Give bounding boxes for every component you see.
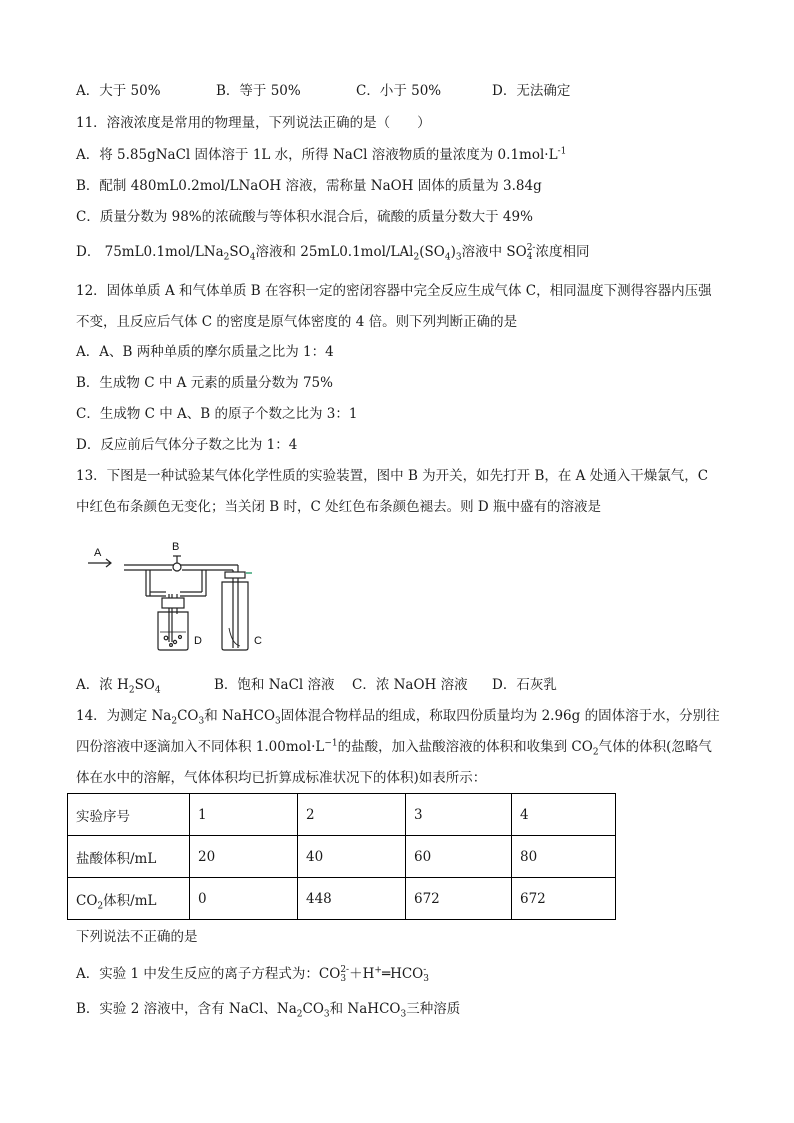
q12-option-c: C．生成物 C 中 A、B 的原子个数之比为 3：1 xyxy=(76,406,358,422)
q12-stem-line1: 12．固体单质 A 和气体单质 B 在容积一定的密闭容器中完全反应生成气体 C，相同温度下测得容器内压强 xyxy=(76,283,712,299)
valve-b-icon xyxy=(173,563,181,571)
q13-stem-line2: 中红色布条颜色无变化；当关闭 B 时，C 处红色布条颜色褪去。则 D 瓶中盛有的溶液是 xyxy=(76,499,602,515)
table-cell: 实验序号 xyxy=(68,794,190,836)
q13-option-b: B．饱和 NaCl 溶液 xyxy=(214,677,335,693)
table-cell: 672 xyxy=(406,878,512,920)
q11-option-d: D． $75mL0.1mol/LNa_2SO_4$溶液和 $25mL0.1mol/LAl_2(SO_4)_3$溶液中 SO 2- 4 浓度相同 xyxy=(76,242,590,263)
q12-option-a: A．A、B 两种单质的摩尔质量之比为 1：4 xyxy=(76,344,334,360)
q11-option-b: B．配制 480mL0.2mol/LNaOH 溶液，需称量 NaOH 固体的质量为 3.84g xyxy=(76,178,542,194)
q10-option-b: B．等于 50% xyxy=(216,83,301,99)
apparatus-diagram xyxy=(80,538,280,660)
q14-stem-line2: 四份溶液中逐滴加入不同体积 $1.00mol\cdot L^{-1}$的盐酸，加入盐酸溶液的体积和收集到 $CO_2$气体的体积(忽略气 xyxy=(76,738,712,758)
q11-option-a: A．将 5.85gNaCl 固体溶于 1L 水，所得 NaCl 溶液物质的量浓度为 $0.1mol\cdot L^{-1}$ xyxy=(76,146,567,163)
table-cell: 1 xyxy=(190,794,298,836)
q10-option-d: D．无法确定 xyxy=(492,83,571,99)
table-cell: 448 xyxy=(298,878,406,920)
q13-option-a: A．浓 $H_2SO_4$ xyxy=(76,677,161,696)
q13-option-c: C．浓 NaOH 溶液 xyxy=(352,677,468,693)
label-b: B xyxy=(172,541,180,553)
bottle-c xyxy=(222,582,248,650)
q10-option-a: A．大于 50% xyxy=(76,83,161,99)
q13-stem-line1: 13．下图是一种试验某气体化学性质的实验装置，图中 B 为开关，如先打开 B，在 A 处通入干燥氯气，C xyxy=(76,468,709,484)
q14-option-b: B．实验 2 溶液中，含有 NaCl、$Na_2CO_3$和 NaHCO$_3$三种溶质 xyxy=(76,1001,461,1020)
q13-option-d: D．石灰乳 xyxy=(492,677,557,693)
q11-stem: 11．溶液浓度是常用的物理量，下列说法正确的是（ ） xyxy=(76,115,431,131)
table-cell: 672 xyxy=(512,878,616,920)
table-row xyxy=(68,878,616,920)
q10-option-c: C．小于 50% xyxy=(356,83,442,99)
label-a: A xyxy=(94,547,102,559)
bottle-d xyxy=(158,612,188,650)
table-cell: 3 xyxy=(406,794,512,836)
table-row xyxy=(68,794,616,836)
table-cell: $CO_2$体积/mL xyxy=(68,878,190,920)
q12-option-d: D．反应前后气体分子数之比为 1：4 xyxy=(76,437,298,453)
bottle-d-stopper xyxy=(162,598,184,608)
q12-option-b: B．生成物 C 中 A 元素的质量分数为 75% xyxy=(76,375,333,391)
q14-stem-line3: 体在水中的溶解，气体体积均已折算成标准状况下的体积)如表所示： xyxy=(76,770,487,786)
q14-after-table: 下列说法不正确的是 xyxy=(76,929,198,945)
table-cell: 4 xyxy=(512,794,616,836)
table-cell: 0 xyxy=(190,878,298,920)
table-cell: 60 xyxy=(406,836,512,878)
table-cell: 20 xyxy=(190,836,298,878)
bottle-c-stopper xyxy=(225,572,245,578)
table-cell: 80 xyxy=(512,836,616,878)
table-cell: 盐酸体积/mL xyxy=(68,836,190,878)
table-cell: 40 xyxy=(298,836,406,878)
table-cell: 2 xyxy=(298,794,406,836)
table-row xyxy=(68,836,616,878)
q14-stem-line1: 14．为测定 $Na_2CO_3$和 NaHCO$_3$固体混合物样品的组成，称取四份质量均为 2.96g 的固体溶于水，分别往 xyxy=(76,708,720,727)
q11-option-c: C．质量分数为 98%的浓硫酸与等体积水混合后，硫酸的质量分数大于 49% xyxy=(76,209,533,225)
label-c: C xyxy=(254,635,262,647)
q14-data-table xyxy=(67,793,616,920)
q14-option-a: A．实验 1 中发生反应的离子方程式为：CO 2- 3 ＋H+═HCO - 3 xyxy=(76,964,429,984)
label-d: D xyxy=(194,635,202,647)
q12-stem-line2: 不变，且反应后气体 C 的密度是原气体密度的 4 倍。则下列判断正确的是 xyxy=(76,314,518,330)
